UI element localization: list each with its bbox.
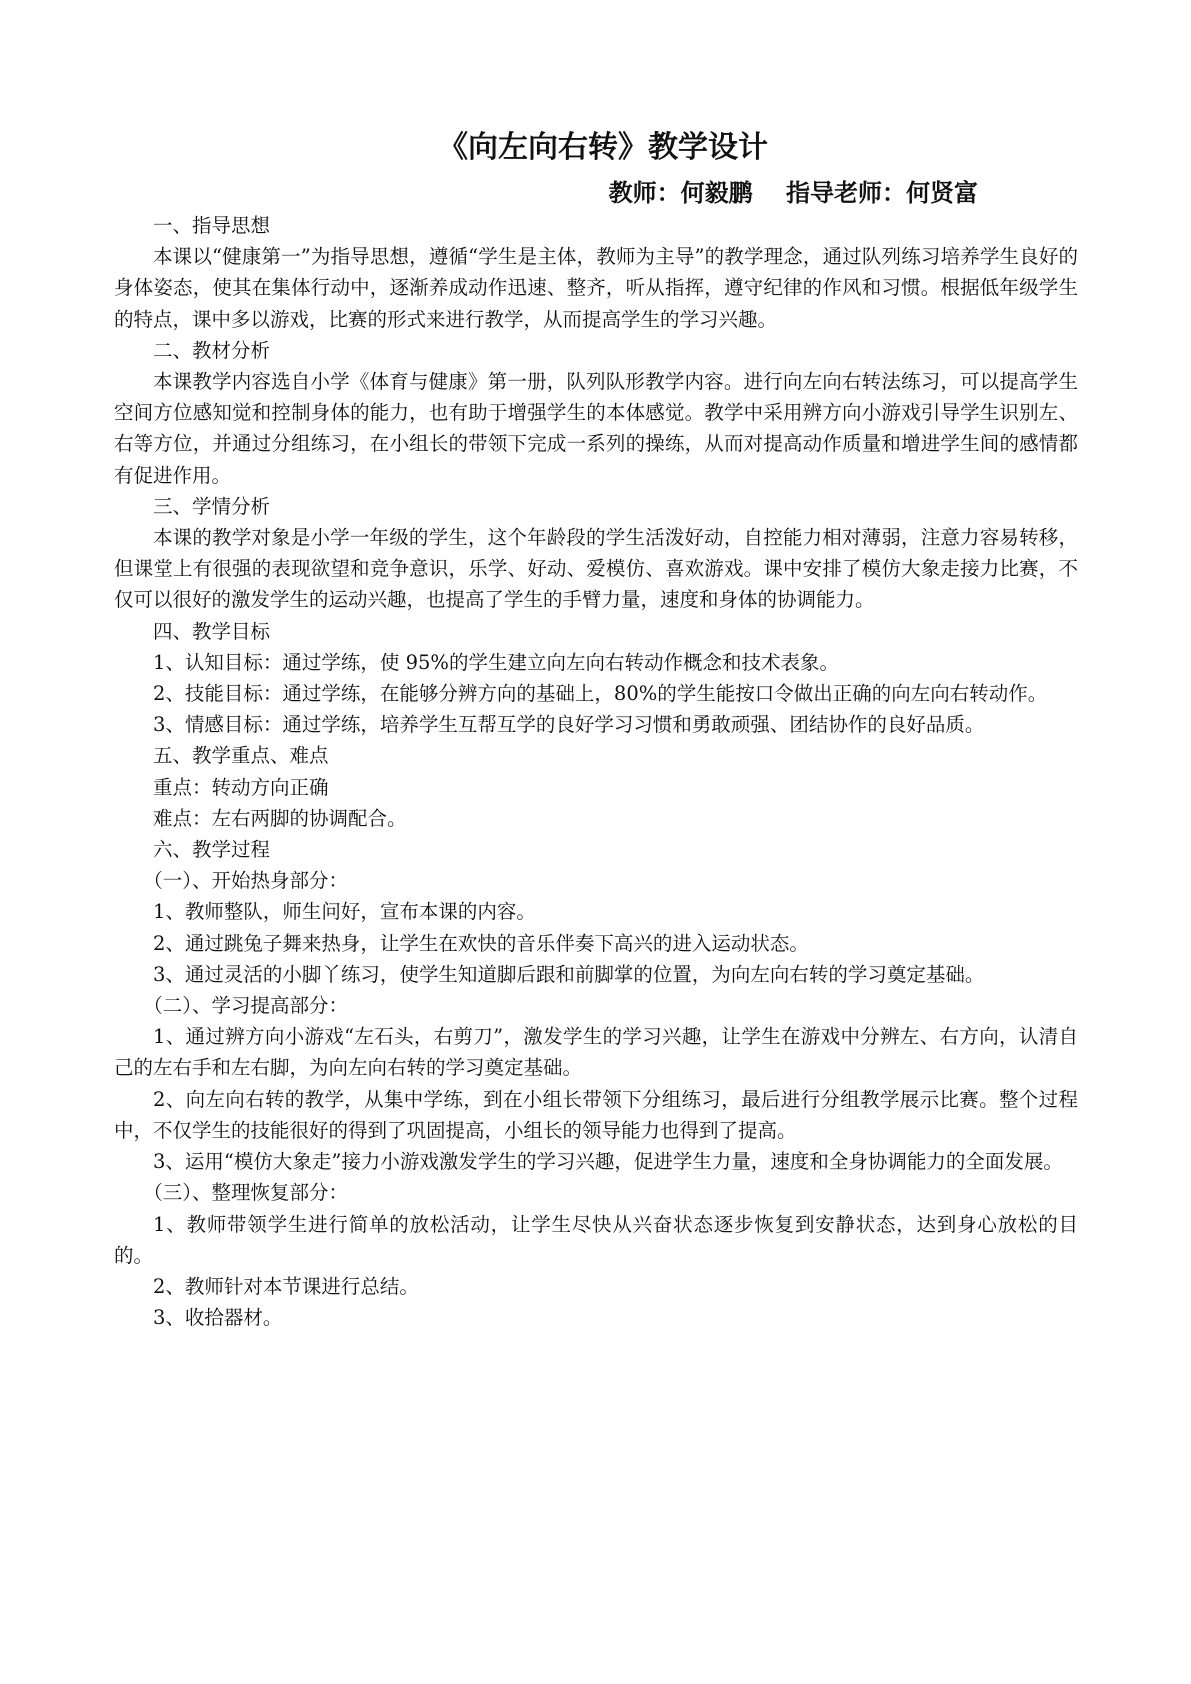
body-paragraph: 2、通过跳兔子舞来热身，让学生在欢快的音乐伴奏下高兴的进入运动状态。 bbox=[153, 931, 809, 955]
section-heading: 一、指导思想 bbox=[153, 214, 271, 237]
body-paragraph: 本课教学内容选自小学《体育与健康》第一册，队列队形教学内容。进行向左向右转法练习，可以提高学生空间方位感知觉和控制身体的能力，也有助于增强学生的本体感觉。教学中采用辨方向小游戏引导学生识别左、右等方位，并通过分组练习，在小组长的带领下完成一系列的操练，从而对提高动作质量和增进学生间的感情都有促进作用。 bbox=[114, 370, 1078, 487]
body-paragraph: 1、教师带领学生进行简单的放松活动，让学生尽快从兴奋状态逐步恢复到安静状态，达到身心放松的目的。 bbox=[114, 1212, 1078, 1267]
body-paragraph: 3、情感目标：通过学练，培养学生互帮互学的良好学习习惯和勇敢顽强、团结协作的良好品质。 bbox=[153, 713, 985, 737]
section-heading: 六、教学过程 bbox=[153, 838, 271, 862]
body-paragraph: 3、收拾器材。 bbox=[153, 1306, 283, 1330]
section-heading: 五、教学重点、难点 bbox=[153, 744, 329, 768]
subsection-heading: （三）、整理恢复部分： bbox=[143, 1181, 349, 1205]
body-paragraph: 2、向左向右转的教学，从集中学练，到在小组长带领下分组练习，最后进行分组教学展示比赛。整个过程中，不仅学生的技能很好的得到了巩固提高，小组长的领导能力也得到了提高。 bbox=[114, 1087, 1078, 1142]
subsection-heading: （二）、学习提高部分： bbox=[143, 994, 349, 1018]
section-heading: 二、教材分析 bbox=[153, 338, 271, 362]
body-paragraph: 2、技能目标：通过学练，在能够分辨方向的基础上，80%的学生能按口令做出正确的向左向右转动作。 bbox=[153, 682, 1048, 706]
body-paragraph: 1、通过辨方向小游戏“左石头，右剪刀”，激发学生的学习兴趣，让学生在游戏中分辨左、右方向，认清自己的左右手和左右脚，为向左向右转的学习奠定基础。 bbox=[114, 1025, 1078, 1080]
body-paragraph: 难点：左右两脚的协调配合。 bbox=[153, 806, 407, 830]
document-title: 《向左向右转》教学设计 bbox=[438, 130, 768, 165]
body-paragraph: 本课以“健康第一”为指导思想，遵循“学生是主体，教师为主导”的教学理念，通过队列练习培养学生良好的身体姿态，使其在集体行动中，逐渐养成动作迅速、整齐，听从指挥，遵守纪律的作风和习惯。根据低年级学生的特点，课中多以游戏，比赛的形式来进行教学，从而提高学生的学习兴趣。 bbox=[114, 245, 1078, 331]
subsection-heading: （一）、开始热身部分： bbox=[143, 869, 349, 893]
body-paragraph: 本课的教学对象是小学一年级的学生，这个年龄段的学生活泼好动，自控能力相对薄弱，注意力容易转移，但课堂上有很强的表现欲望和竞争意识，乐学、好动、爱模仿、喜欢游戏。课中安排了模仿大象走接力比赛，不仅可以很好的激发学生的运动兴趣，也提高了学生的手臂力量，速度和身体的协调能力。 bbox=[114, 526, 1078, 612]
document-body bbox=[114, 210, 1078, 1333]
body-paragraph: 1、教师整队，师生问好，宣布本课的内容。 bbox=[153, 900, 536, 924]
body-paragraph: 重点：转动方向正确 bbox=[153, 775, 329, 799]
body-paragraph: 3、通过灵活的小脚丫练习，使学生知道脚后跟和前脚掌的位置，为向左向右转的学习奠定基础。 bbox=[153, 962, 985, 986]
author-byline: 教师：何毅鹏 指导老师：何贤富 bbox=[608, 178, 978, 207]
document-page bbox=[114, 128, 1078, 1333]
body-paragraph: 3、运用“模仿大象走”接力小游戏激发学生的学习兴趣，促进学生力量，速度和全身协调能力的全面发展。 bbox=[153, 1150, 1063, 1174]
body-paragraph: 2、教师针对本节课进行总结。 bbox=[153, 1274, 419, 1298]
section-heading: 三、学情分析 bbox=[153, 494, 271, 518]
section-heading: 四、教学目标 bbox=[153, 619, 271, 643]
body-paragraph: 1、认知目标：通过学练，使 95%的学生建立向左向右转动作概念和技术表象。 bbox=[153, 650, 839, 674]
